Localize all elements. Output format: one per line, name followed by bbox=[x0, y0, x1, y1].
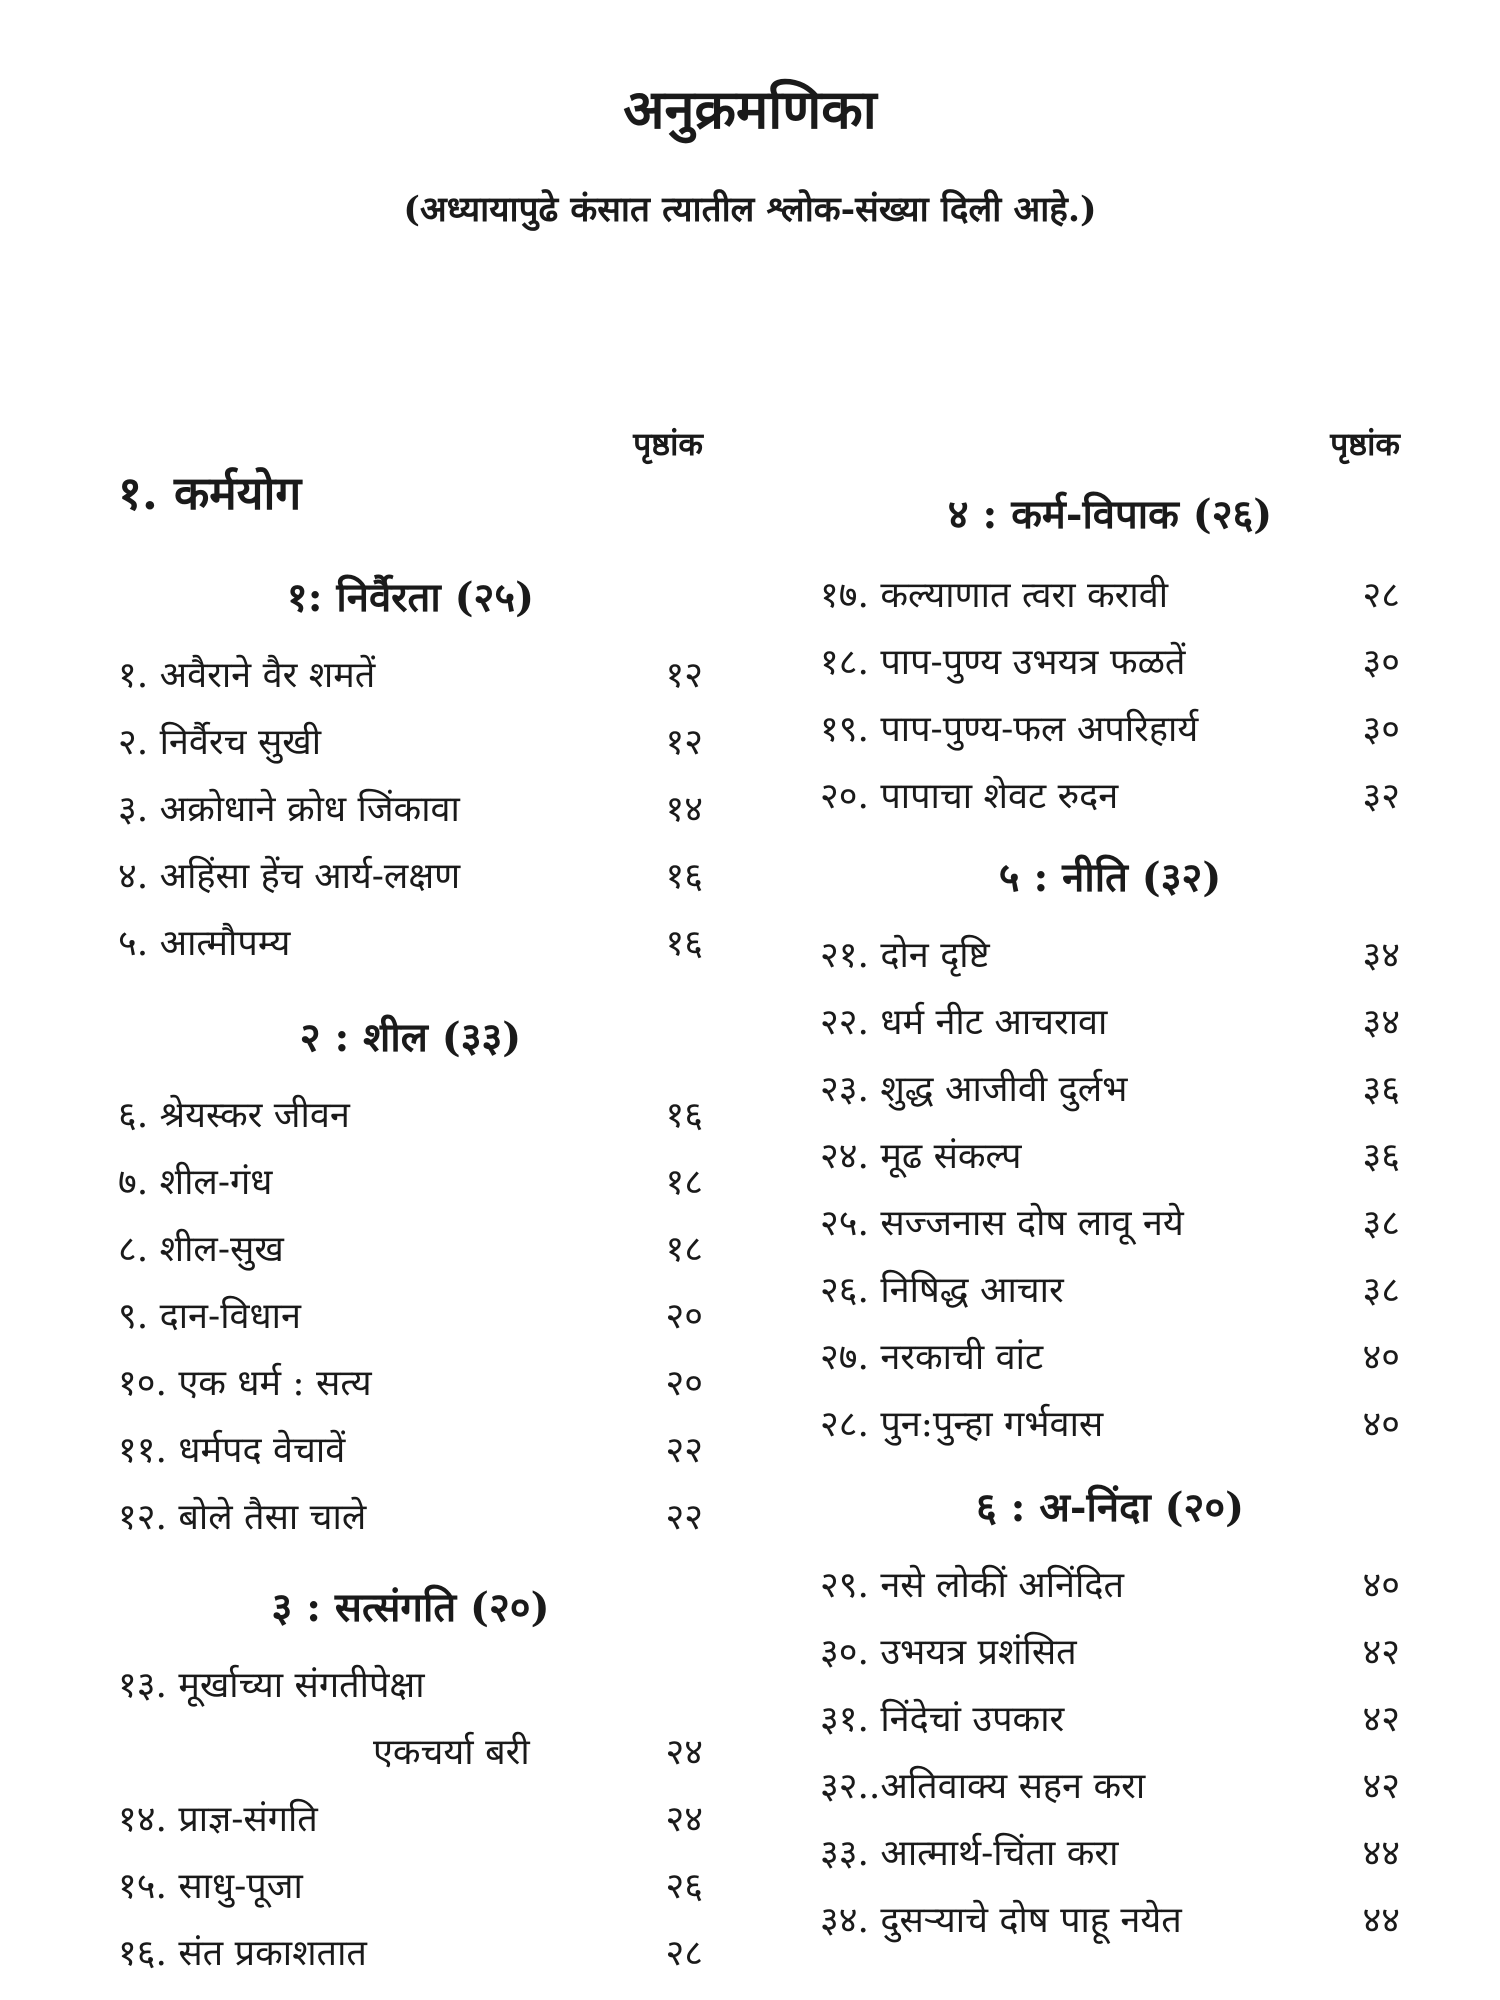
entry-label: २६. निषिद्ध आचार bbox=[820, 1270, 1064, 1311]
entry-page-number: २२ bbox=[665, 1430, 703, 1471]
toc-entry bbox=[118, 1224, 703, 1276]
page-number-heading: पृष्ठांक bbox=[633, 425, 703, 463]
toc-entry bbox=[820, 1627, 1400, 1679]
entry-label: एकचर्या बरी bbox=[373, 1732, 530, 1773]
entry-label: २३. शुद्ध आजीवी दुर्लभ bbox=[820, 1069, 1128, 1110]
toc-entry bbox=[820, 1064, 1400, 1116]
toc-entry bbox=[118, 1425, 703, 1477]
toc-subtitle: (अध्यायापुढे कंसात त्यातील श्लोक-संख्या दिली आहे.) bbox=[403, 189, 1097, 230]
toc-entry bbox=[118, 717, 703, 769]
toc-entry bbox=[820, 1332, 1400, 1384]
toc-entry bbox=[118, 1492, 703, 1544]
entry-page-number: २४ bbox=[665, 1799, 703, 1840]
page-number-heading: पृष्ठांक bbox=[1330, 425, 1400, 463]
chapter-heading: २ : शील (३३) bbox=[299, 1014, 522, 1061]
entry-label: २४. मूढ संकल्प bbox=[820, 1136, 1022, 1177]
entry-label: ३०. उभयत्र प्रशंसित bbox=[820, 1632, 1077, 1673]
toc-entry bbox=[820, 1828, 1400, 1880]
part-title: १. कर्मयोग bbox=[118, 466, 302, 520]
toc-entry bbox=[118, 1291, 703, 1343]
entry-page-number: २० bbox=[665, 1296, 703, 1337]
entry-page-number: २४ bbox=[665, 1732, 703, 1773]
entry-page-number: ४२ bbox=[1362, 1699, 1400, 1740]
entry-page-number: २२ bbox=[665, 1497, 703, 1538]
entry-page-number: ४४ bbox=[1362, 1833, 1400, 1874]
entry-page-number: ३४ bbox=[1362, 1002, 1400, 1043]
entry-page-number: ४० bbox=[1362, 1404, 1400, 1445]
entry-label: ४. अहिंसा हेंच आर्य-लक्षण bbox=[118, 856, 461, 897]
toc-entry bbox=[118, 851, 703, 903]
entry-label: २०. पापाचा शेवट रुदन bbox=[820, 776, 1119, 817]
entry-label: ३३. आत्मार्थ-चिंता करा bbox=[820, 1833, 1119, 1874]
entry-label: २९. नसे लोकीं अनिंदित bbox=[820, 1565, 1125, 1606]
entry-page-number: ३४ bbox=[1362, 935, 1400, 976]
toc-entry bbox=[118, 784, 703, 836]
entry-page-number: ३६ bbox=[1362, 1069, 1400, 1110]
entry-page-number: ४० bbox=[1362, 1565, 1400, 1606]
toc-entry bbox=[820, 1265, 1400, 1317]
toc-entry bbox=[118, 1794, 703, 1846]
entry-label: २. निर्वैरच सुखी bbox=[118, 722, 322, 763]
entry-label: ६. श्रेयस्कर जीवन bbox=[118, 1095, 350, 1136]
toc-entry bbox=[118, 1928, 703, 1980]
entry-page-number: १८ bbox=[665, 1162, 703, 1203]
toc-entry bbox=[820, 1761, 1400, 1813]
toc-entry bbox=[118, 918, 703, 970]
entry-label: १९. पाप-पुण्य-फल अपरिहार्य bbox=[820, 709, 1199, 750]
entry-label: २८. पुन:पुन्हा गर्भवास bbox=[820, 1404, 1104, 1445]
entry-label: ८. शील-सुख bbox=[118, 1229, 284, 1270]
entry-page-number: ३२ bbox=[1362, 776, 1400, 817]
entry-label: २५. सज्जनास दोष लावू नये bbox=[820, 1203, 1184, 1244]
entry-page-number: ४२ bbox=[1362, 1632, 1400, 1673]
toc-entry bbox=[820, 1895, 1400, 1947]
entry-page-number: २८ bbox=[665, 1933, 703, 1974]
entry-page-number: ४० bbox=[1362, 1337, 1400, 1378]
toc-entry bbox=[820, 1198, 1400, 1250]
toc-entry bbox=[820, 637, 1400, 689]
entry-label: ३१. निंदेचां उपकार bbox=[820, 1699, 1065, 1740]
entry-label: १२. बोले तैसा चाले bbox=[118, 1497, 367, 1538]
chapter-heading: ६ : अ-निंदा (२०) bbox=[975, 1484, 1245, 1531]
chapter-heading: ५ : नीति (३२) bbox=[998, 854, 1222, 901]
toc-title: अनुक्रमणिका bbox=[623, 77, 877, 141]
entry-page-number: १६ bbox=[665, 1095, 703, 1136]
entry-label: १८. पाप-पुण्य उभयत्र फळतें bbox=[820, 642, 1186, 683]
entry-page-number: ४२ bbox=[1362, 1766, 1400, 1807]
entry-label: १५. साधु-पूजा bbox=[118, 1866, 303, 1907]
entry-page-number: १८ bbox=[665, 1229, 703, 1270]
toc-entry bbox=[118, 1157, 703, 1209]
chapter-heading: ४ : कर्म-विपाक (२६) bbox=[947, 491, 1273, 538]
entry-label: १०. एक धर्म : सत्य bbox=[118, 1363, 372, 1404]
entry-label: ११. धर्मपद वेचावें bbox=[118, 1430, 346, 1471]
toc-entry bbox=[118, 650, 703, 702]
toc-entry bbox=[820, 1131, 1400, 1183]
toc-entry bbox=[820, 771, 1400, 823]
entry-page-number: २६ bbox=[665, 1866, 703, 1907]
entry-label: ७. शील-गंध bbox=[118, 1162, 273, 1203]
entry-page-number: १६ bbox=[665, 923, 703, 964]
toc-entry bbox=[118, 1727, 703, 1779]
toc-entry bbox=[820, 570, 1400, 622]
entry-label: ३४. दुसऱ्याचे दोष पाहू नयेत bbox=[820, 1900, 1182, 1941]
chapter-heading: ३ : सत्संगति (२०) bbox=[271, 1584, 550, 1631]
entry-label: १३. मूर्खाच्या संगतीपेक्षा bbox=[118, 1665, 425, 1706]
entry-label: ३२..अतिवाक्य सहन करा bbox=[820, 1766, 1146, 1807]
toc-entry bbox=[820, 997, 1400, 1049]
entry-label: १६. संत प्रकाशतात bbox=[118, 1933, 367, 1974]
entry-label: १. अवैराने वैर शमतें bbox=[118, 655, 376, 696]
entry-label: ५. आत्मौपम्य bbox=[118, 923, 291, 964]
entry-page-number: १२ bbox=[665, 722, 703, 763]
toc-entry bbox=[118, 1090, 703, 1142]
entry-page-number: १६ bbox=[665, 856, 703, 897]
entry-label: ९. दान-विधान bbox=[118, 1296, 301, 1337]
entry-page-number: २० bbox=[665, 1363, 703, 1404]
toc-entry bbox=[820, 1560, 1400, 1612]
entry-page-number: ३० bbox=[1362, 642, 1400, 683]
entry-page-number: ४४ bbox=[1362, 1900, 1400, 1941]
entry-page-number: २८ bbox=[1362, 575, 1400, 616]
entry-page-number: १२ bbox=[665, 655, 703, 696]
toc-entry bbox=[820, 704, 1400, 756]
toc-entry bbox=[118, 1358, 703, 1410]
chapter-heading: १: निर्वैरता (२५) bbox=[286, 574, 535, 621]
entry-page-number: ३८ bbox=[1362, 1270, 1400, 1311]
toc-entry bbox=[118, 1660, 703, 1712]
entry-page-number: ३६ bbox=[1362, 1136, 1400, 1177]
toc-entry bbox=[820, 1399, 1400, 1451]
entry-label: २२. धर्म नीट आचरावा bbox=[820, 1002, 1108, 1043]
entry-label: १४. प्राज्ञ-संगति bbox=[118, 1799, 318, 1840]
entry-page-number: ३० bbox=[1362, 709, 1400, 750]
entry-label: २७. नरकाची वांट bbox=[820, 1337, 1044, 1378]
toc-entry bbox=[820, 930, 1400, 982]
entry-label: १७. कल्याणात त्वरा करावी bbox=[820, 575, 1169, 616]
entry-page-number: १४ bbox=[665, 789, 703, 830]
entry-label: ३. अक्रोधाने क्रोध जिंकावा bbox=[118, 789, 460, 830]
entry-page-number: ३८ bbox=[1362, 1203, 1400, 1244]
toc-entry bbox=[118, 1861, 703, 1913]
entry-label: २१. दोन दृष्टि bbox=[820, 935, 990, 976]
toc-entry bbox=[820, 1694, 1400, 1746]
